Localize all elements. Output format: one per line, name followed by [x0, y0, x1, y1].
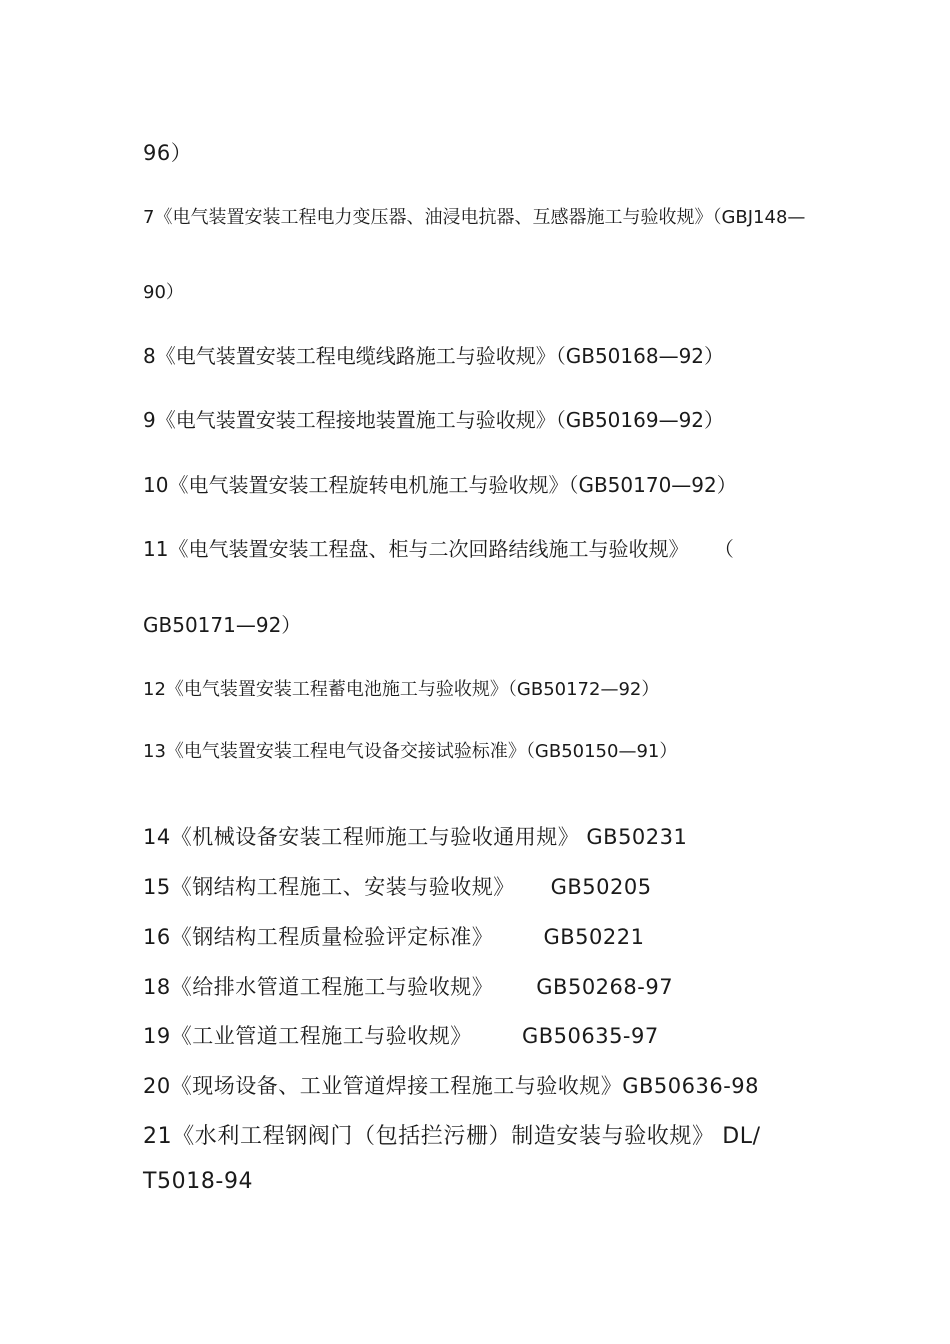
- text-line: GB50171—92）: [143, 613, 302, 637]
- text-line: 7《电气装置安装工程电力变压器、油浸电抗器、互感器施工与验收规》（GBJ148—: [143, 207, 806, 228]
- text-line: 10《电气装置安装工程旋转电机施工与验收规》（GB50170—92）: [143, 473, 737, 497]
- text-line: 9《电气装置安装工程接地装置施工与验收规》（GB50169—92）: [143, 408, 725, 432]
- text-line: 18《给排水管道工程施工与验收规》 GB50268-97: [143, 975, 674, 999]
- text-line: 15《钢结构工程施工、安装与验收规》 GB50205: [143, 875, 652, 899]
- text-line: 90）: [143, 282, 184, 303]
- text-line: 21《水利工程钢阀门（包括拦污栅）制造安装与验收规》 DL/: [143, 1124, 761, 1149]
- text-line: 96）: [143, 141, 193, 165]
- text-line: 14《机械设备安装工程师施工与验收通用规》 GB50231: [143, 825, 688, 849]
- text-line: 16《钢结构工程质量检验评定标准》 GB50221: [143, 925, 645, 949]
- text-line: 12《电气装置安装工程蓄电池施工与验收规》（GB50172—92）: [143, 679, 660, 700]
- text-line: 20《现场设备、工业管道焊接工程施工与验收规》GB50636-98: [143, 1074, 760, 1098]
- text-line: T5018-94: [143, 1169, 254, 1194]
- text-line: 19《工业管道工程施工与验收规》 GB50635-97: [143, 1024, 659, 1048]
- text-line: 8《电气装置安装工程电缆线路施工与验收规》（GB50168—92）: [143, 344, 725, 368]
- text-line: 11《电气装置安装工程盘、柜与二次回路结线施工与验收规》 （: [143, 537, 734, 561]
- text-line: 13《电气装置安装工程电气设备交接试验标准》（GB50150—91）: [143, 741, 678, 762]
